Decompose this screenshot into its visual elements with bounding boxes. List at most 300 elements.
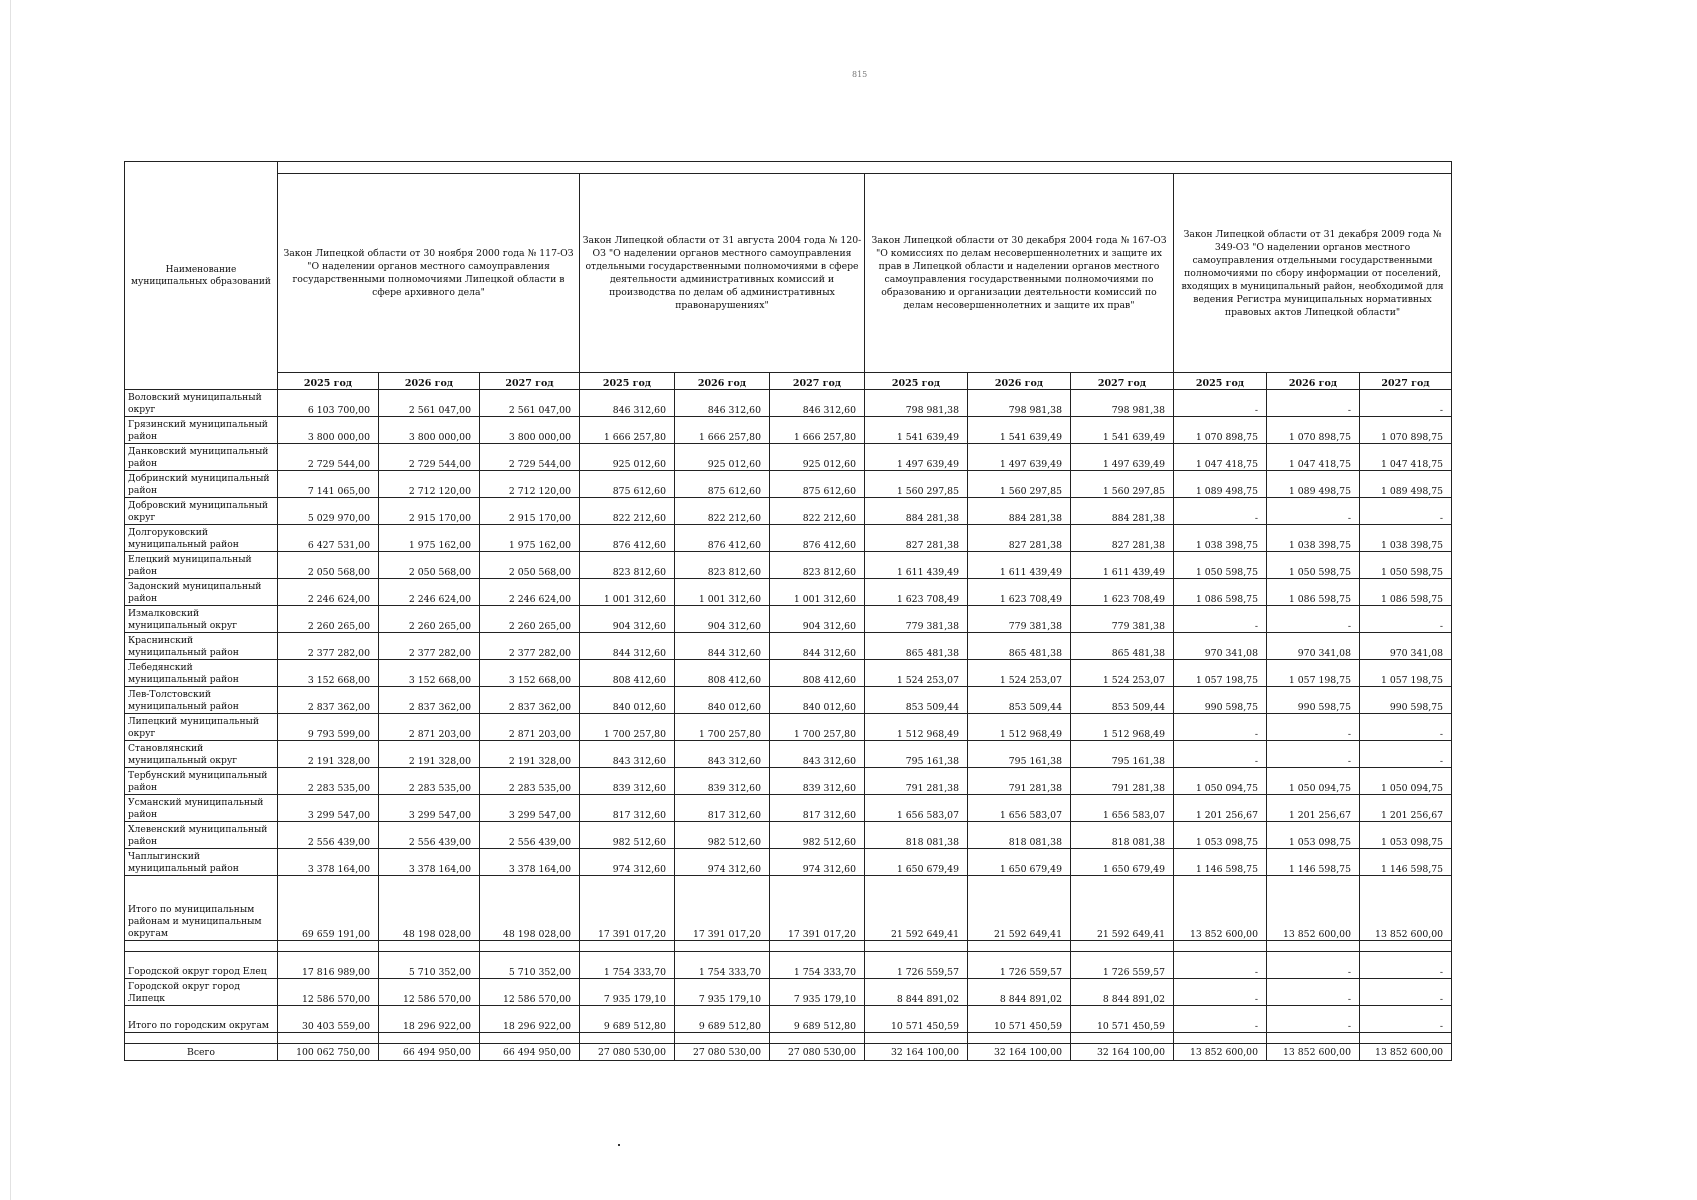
value-cell: 9 689 512,80 [580,1006,675,1033]
value-cell: 990 598,75 [1360,687,1452,714]
value-cell: 1 524 253,07 [968,660,1071,687]
value-cell: 3 299 547,00 [278,795,379,822]
value-cell: 1 656 583,07 [865,795,968,822]
value-cell: 1 754 333,70 [580,952,675,979]
value-cell: 48 198 028,00 [480,876,580,941]
table-row [125,444,1452,471]
value-cell: 2 556 439,00 [278,822,379,849]
value-cell: 798 981,38 [865,390,968,417]
value-cell: 808 412,60 [580,660,675,687]
spacer-row [125,1033,1452,1044]
value-cell: 2 712 120,00 [480,471,580,498]
value-cell: 7 935 179,10 [675,979,770,1006]
value-cell: - [1360,1006,1452,1033]
value-cell: - [1174,741,1267,768]
value-cell: 1 754 333,70 [770,952,865,979]
spacer-cell [480,941,580,952]
value-cell: 2 729 544,00 [480,444,580,471]
value-cell: 839 312,60 [770,768,865,795]
value-cell: 974 312,60 [675,849,770,876]
value-cell: 840 012,60 [675,687,770,714]
value-cell: 3 800 000,00 [278,417,379,444]
value-cell: 1 001 312,60 [580,579,675,606]
value-cell: 1 053 098,75 [1267,822,1360,849]
value-cell: 2 561 047,00 [379,390,480,417]
value-cell: - [1174,390,1267,417]
value-cell: 1 086 598,75 [1267,579,1360,606]
value-cell: 1 057 198,75 [1267,660,1360,687]
value-cell: 884 281,38 [968,498,1071,525]
value-cell: 17 391 017,20 [675,876,770,941]
value-cell: 2 871 203,00 [379,714,480,741]
spacer-cell [865,941,968,952]
value-cell: 843 312,60 [580,741,675,768]
value-cell: 822 212,60 [580,498,675,525]
value-cell: 2 283 535,00 [379,768,480,795]
value-cell: 1 512 968,49 [968,714,1071,741]
spacer-cell [865,1033,968,1044]
row-name: Становлянский муниципальный округ [125,741,278,768]
spacer-cell [480,1033,580,1044]
value-cell: 1 001 312,60 [770,579,865,606]
row-name: Добринский муниципальный район [125,471,278,498]
value-cell: 17 816 989,00 [278,952,379,979]
table-row [125,822,1452,849]
value-cell: 1 623 708,49 [968,579,1071,606]
table-body [125,390,1452,1061]
value-cell: - [1360,952,1452,979]
value-cell: 27 080 530,00 [580,1044,675,1061]
value-cell: 840 012,60 [770,687,865,714]
value-cell: 1 497 639,49 [968,444,1071,471]
value-cell: 1 146 598,75 [1267,849,1360,876]
value-cell: 1 611 439,49 [865,552,968,579]
spacer-cell [379,941,480,952]
value-cell: 2 260 265,00 [379,606,480,633]
table-row [125,687,1452,714]
value-cell: 1 086 598,75 [1174,579,1267,606]
value-cell: 990 598,75 [1267,687,1360,714]
value-cell: 27 080 530,00 [770,1044,865,1061]
table-row [125,660,1452,687]
spacer-cell [770,941,865,952]
value-cell: 1 560 297,85 [968,471,1071,498]
value-cell: 839 312,60 [580,768,675,795]
value-cell: 2 050 568,00 [278,552,379,579]
value-cell: 822 212,60 [770,498,865,525]
value-cell: 2 915 170,00 [379,498,480,525]
value-cell: 3 299 547,00 [379,795,480,822]
value-cell: 1 038 398,75 [1267,525,1360,552]
spacer-cell [675,941,770,952]
table-row [125,795,1452,822]
value-cell: 2 260 265,00 [480,606,580,633]
spacer-cell [675,1033,770,1044]
row-name: Измалковский муниципальный округ [125,606,278,633]
value-cell: 1 053 098,75 [1174,822,1267,849]
value-cell: 66 494 950,00 [480,1044,580,1061]
value-cell: 982 512,60 [770,822,865,849]
value-cell: 904 312,60 [675,606,770,633]
row-name: Липецкий муниципальный округ [125,714,278,741]
value-cell: - [1267,714,1360,741]
table-row [125,741,1452,768]
table-row [125,525,1452,552]
value-cell: 844 312,60 [770,633,865,660]
value-cell: 925 012,60 [580,444,675,471]
value-cell: 853 509,44 [1071,687,1174,714]
value-cell: - [1174,952,1267,979]
row-name: Лев-Толстовский муниципальный район [125,687,278,714]
value-cell: 808 412,60 [675,660,770,687]
value-cell: - [1174,714,1267,741]
value-cell: 779 381,38 [1071,606,1174,633]
value-cell: - [1267,498,1360,525]
value-cell: 779 381,38 [865,606,968,633]
value-cell: - [1267,1006,1360,1033]
value-cell: 865 481,38 [968,633,1071,660]
value-cell: 3 378 164,00 [278,849,379,876]
value-cell: - [1360,979,1452,1006]
value-cell: 798 981,38 [968,390,1071,417]
value-cell: 1 700 257,80 [675,714,770,741]
value-cell: 853 509,44 [968,687,1071,714]
spacer-row [125,941,1452,952]
value-cell: 3 299 547,00 [480,795,580,822]
value-cell: 884 281,38 [865,498,968,525]
value-cell: 818 081,38 [968,822,1071,849]
value-cell: 808 412,60 [770,660,865,687]
value-cell: 925 012,60 [770,444,865,471]
value-cell: 1 560 297,85 [1071,471,1174,498]
value-cell: 1 650 679,49 [1071,849,1174,876]
value-cell: 12 586 570,00 [480,979,580,1006]
value-cell: 21 592 649,41 [1071,876,1174,941]
value-cell: 2 729 544,00 [278,444,379,471]
value-cell: 32 164 100,00 [865,1044,968,1061]
table-row [125,498,1452,525]
row-name: Тербунский муниципальный район [125,768,278,795]
value-cell: 1 726 559,57 [1071,952,1174,979]
table-row [125,552,1452,579]
row-name: Городской округ город Елец [125,952,278,979]
row-name: Задонский муниципальный район [125,579,278,606]
value-cell: 1 541 639,49 [865,417,968,444]
spacer-cell [968,941,1071,952]
value-cell: 8 844 891,02 [865,979,968,1006]
value-cell: 2 837 362,00 [379,687,480,714]
value-cell: 817 312,60 [770,795,865,822]
value-cell: 1 524 253,07 [865,660,968,687]
value-cell: 1 146 598,75 [1174,849,1267,876]
value-cell: 827 281,38 [1071,525,1174,552]
value-cell: 1 754 333,70 [675,952,770,979]
value-cell: 1 050 094,75 [1174,768,1267,795]
value-cell: - [1174,979,1267,1006]
value-cell: 2 871 203,00 [480,714,580,741]
value-cell: 69 659 191,00 [278,876,379,941]
value-cell: 1 560 297,85 [865,471,968,498]
value-cell: 9 689 512,80 [770,1006,865,1033]
value-cell: 2 191 328,00 [278,741,379,768]
value-cell: 791 281,38 [1071,768,1174,795]
value-cell: 839 312,60 [675,768,770,795]
value-cell: 100 062 750,00 [278,1044,379,1061]
value-cell: 875 612,60 [675,471,770,498]
value-cell: 846 312,60 [675,390,770,417]
table-row [125,417,1452,444]
value-cell: 982 512,60 [580,822,675,849]
value-cell: 3 378 164,00 [480,849,580,876]
table-row [125,606,1452,633]
row-name: Лебедянский муниципальный район [125,660,278,687]
value-cell: 10 571 450,59 [1071,1006,1174,1033]
value-cell: 791 281,38 [968,768,1071,795]
value-cell: 1 089 498,75 [1267,471,1360,498]
law-header-117: Закон Липецкой области от 30 ноября 2000 года № 117-ОЗ "О наделении органов местного самоуправления государственными полномочиями Липецкой области в сфере архивного дела" [278,174,580,373]
value-cell: 876 412,60 [580,525,675,552]
row-name: Итого по муниципальным районам и муниципальным округам [125,876,278,941]
spacer-cell [770,1033,865,1044]
law-header-120: Закон Липецкой области от 31 августа 2004 года № 120-ОЗ "О наделении органов местного самоуправления отдельными государственными полномочиями в сфере деятельности административных комиссий и производства по делам об административных правонарушениях" [580,174,865,373]
row-name: Городской округ город Липецк [125,979,278,1006]
value-cell: 1 700 257,80 [770,714,865,741]
value-cell: 1 623 708,49 [1071,579,1174,606]
value-cell: 1 611 439,49 [1071,552,1174,579]
value-cell: 823 812,60 [580,552,675,579]
row-name: Итого по городским округам [125,1006,278,1033]
law-header-167: Закон Липецкой области от 30 декабря 2004 года № 167-ОЗ "О комиссиях по делам несовершеннолетних и защите их прав в Липецкой области и наделении органов местного самоуправления государственными полномочиями по образованию и организации деятельности комиссий по делам несовершеннолетних и защите их прав" [865,174,1174,373]
value-cell: 875 612,60 [580,471,675,498]
value-cell: 2 050 568,00 [379,552,480,579]
value-cell: 12 586 570,00 [379,979,480,1006]
value-cell: 13 852 600,00 [1360,1044,1452,1061]
value-cell: 1 050 598,75 [1267,552,1360,579]
value-cell: 844 312,60 [675,633,770,660]
value-cell: 1 089 498,75 [1360,471,1452,498]
value-cell: 1 650 679,49 [968,849,1071,876]
value-cell: 13 852 600,00 [1174,876,1267,941]
value-cell: 2 191 328,00 [480,741,580,768]
stray-mark [618,1144,620,1146]
law-header-349: Закон Липецкой области от 31 декабря 2009 года № 349-ОЗ "О наделении органов местного самоуправления отдельными государственными полномочиями по сбору информации от поселений, входящих в муниципальный район, необходимой для ведения Регистра муниципальных нормативных правовых актов Липецкой области" [1174,174,1452,373]
scan-edge-line [10,0,11,1200]
value-cell: 1 541 639,49 [968,417,1071,444]
value-cell: 1 497 639,49 [1071,444,1174,471]
value-cell: 1 611 439,49 [968,552,1071,579]
row-name: Чаплыгинский муниципальный район [125,849,278,876]
value-cell: 817 312,60 [580,795,675,822]
table-row [125,714,1452,741]
value-cell: 1 070 898,75 [1267,417,1360,444]
value-cell: 904 312,60 [580,606,675,633]
value-cell: 843 312,60 [770,741,865,768]
value-cell: 1 086 598,75 [1360,579,1452,606]
value-cell: 6 427 531,00 [278,525,379,552]
year-header: 2027 год [1360,373,1452,390]
value-cell: 795 161,38 [968,741,1071,768]
value-cell: 1 050 598,75 [1360,552,1452,579]
value-cell: 974 312,60 [770,849,865,876]
value-cell: 1 512 968,49 [1071,714,1174,741]
header-top-strip [278,162,1452,174]
spacer-cell [1267,941,1360,952]
value-cell: 1 656 583,07 [1071,795,1174,822]
spacer-cell [1360,1033,1452,1044]
value-cell: 1 057 198,75 [1174,660,1267,687]
value-cell: 2 837 362,00 [278,687,379,714]
value-cell: 1 038 398,75 [1174,525,1267,552]
value-cell: 884 281,38 [1071,498,1174,525]
row-name: Елецкий муниципальный район [125,552,278,579]
value-cell: 1 623 708,49 [865,579,968,606]
table-row [125,849,1452,876]
value-cell: 876 412,60 [675,525,770,552]
value-cell: 846 312,60 [770,390,865,417]
value-cell: 795 161,38 [1071,741,1174,768]
value-cell: 1 541 639,49 [1071,417,1174,444]
year-header: 2026 год [968,373,1071,390]
value-cell: 1 656 583,07 [968,795,1071,822]
table-row [125,1006,1452,1033]
value-cell: 840 012,60 [580,687,675,714]
value-cell: 846 312,60 [580,390,675,417]
spacer-cell [1071,941,1174,952]
value-cell: 970 341,08 [1267,633,1360,660]
value-cell: 970 341,08 [1360,633,1452,660]
value-cell: - [1174,1006,1267,1033]
value-cell: 30 403 559,00 [278,1006,379,1033]
table-row [125,1044,1452,1061]
value-cell: 1 053 098,75 [1360,822,1452,849]
value-cell: 6 103 700,00 [278,390,379,417]
row-name: Грязинский муниципальный район [125,417,278,444]
value-cell: - [1267,979,1360,1006]
value-cell: 3 152 668,00 [480,660,580,687]
value-cell: 2 729 544,00 [379,444,480,471]
value-cell: 32 164 100,00 [1071,1044,1174,1061]
value-cell: 2 561 047,00 [480,390,580,417]
value-cell: - [1360,714,1452,741]
table-row [125,390,1452,417]
row-name: Данковский муниципальный район [125,444,278,471]
value-cell: 2 377 282,00 [480,633,580,660]
value-cell: 818 081,38 [1071,822,1174,849]
value-cell: 1 700 257,80 [580,714,675,741]
value-cell: 2 712 120,00 [379,471,480,498]
value-cell: 1 146 598,75 [1360,849,1452,876]
value-cell: 2 556 439,00 [480,822,580,849]
row-name: Добровский муниципальный округ [125,498,278,525]
spacer-cell [580,941,675,952]
row-name: Хлевенский муниципальный район [125,822,278,849]
name-column-header: Наименование муниципальных образований [125,162,278,390]
page-number: 815 [852,70,868,79]
value-cell: 1 047 418,75 [1267,444,1360,471]
value-cell: 1 057 198,75 [1360,660,1452,687]
value-cell: 5 029 970,00 [278,498,379,525]
year-header: 2026 год [675,373,770,390]
value-cell: 925 012,60 [675,444,770,471]
value-cell: 798 981,38 [1071,390,1174,417]
value-cell: 827 281,38 [968,525,1071,552]
value-cell: 9 689 512,80 [675,1006,770,1033]
row-name: Краснинский муниципальный район [125,633,278,660]
value-cell: 827 281,38 [865,525,968,552]
value-cell: 843 312,60 [675,741,770,768]
value-cell: 1 666 257,80 [675,417,770,444]
value-cell: - [1267,741,1360,768]
spacer-cell [379,1033,480,1044]
table-row [125,579,1452,606]
value-cell: 3 378 164,00 [379,849,480,876]
table-row [125,979,1452,1006]
value-cell: 2 915 170,00 [480,498,580,525]
value-cell: 2 246 624,00 [379,579,480,606]
value-cell: 17 391 017,20 [770,876,865,941]
value-cell: - [1360,390,1452,417]
value-cell: 2 246 624,00 [480,579,580,606]
value-cell: 1 201 256,67 [1267,795,1360,822]
spacer-cell [1174,941,1267,952]
value-cell: 1 726 559,57 [865,952,968,979]
value-cell: - [1267,606,1360,633]
value-cell: 904 312,60 [770,606,865,633]
value-cell: 1 666 257,80 [770,417,865,444]
year-header: 2025 год [1174,373,1267,390]
value-cell: 2 377 282,00 [379,633,480,660]
row-name: Долгоруковский муниципальный район [125,525,278,552]
value-cell: 9 793 599,00 [278,714,379,741]
value-cell: 1 975 162,00 [379,525,480,552]
budget-table [124,161,1452,1061]
value-cell: 13 852 600,00 [1267,1044,1360,1061]
spacer-cell [968,1033,1071,1044]
value-cell: 779 381,38 [968,606,1071,633]
value-cell: 3 800 000,00 [379,417,480,444]
value-cell: 1 497 639,49 [865,444,968,471]
row-name: Всего [125,1044,278,1061]
value-cell: - [1360,741,1452,768]
value-cell: 2 556 439,00 [379,822,480,849]
value-cell: 2 377 282,00 [278,633,379,660]
table-row [125,768,1452,795]
value-cell: 1 650 679,49 [865,849,968,876]
spacer-cell [1071,1033,1174,1044]
value-cell: 1 050 598,75 [1174,552,1267,579]
value-cell: 1 070 898,75 [1174,417,1267,444]
value-cell: 970 341,08 [1174,633,1267,660]
value-cell: 865 481,38 [1071,633,1174,660]
value-cell: 795 161,38 [865,741,968,768]
value-cell: 7 935 179,10 [580,979,675,1006]
value-cell: 974 312,60 [580,849,675,876]
value-cell: 1 050 094,75 [1360,768,1452,795]
value-cell: 865 481,38 [865,633,968,660]
value-cell: 1 089 498,75 [1174,471,1267,498]
spacer-cell [1267,1033,1360,1044]
spacer-cell [580,1033,675,1044]
value-cell: 27 080 530,00 [675,1044,770,1061]
value-cell: 844 312,60 [580,633,675,660]
value-cell: 10 571 450,59 [865,1006,968,1033]
row-name: Воловский муниципальный округ [125,390,278,417]
value-cell: 18 296 922,00 [480,1006,580,1033]
value-cell: 13 852 600,00 [1360,876,1452,941]
value-cell: 818 081,38 [865,822,968,849]
year-header: 2027 год [480,373,580,390]
value-cell: 1 001 312,60 [675,579,770,606]
